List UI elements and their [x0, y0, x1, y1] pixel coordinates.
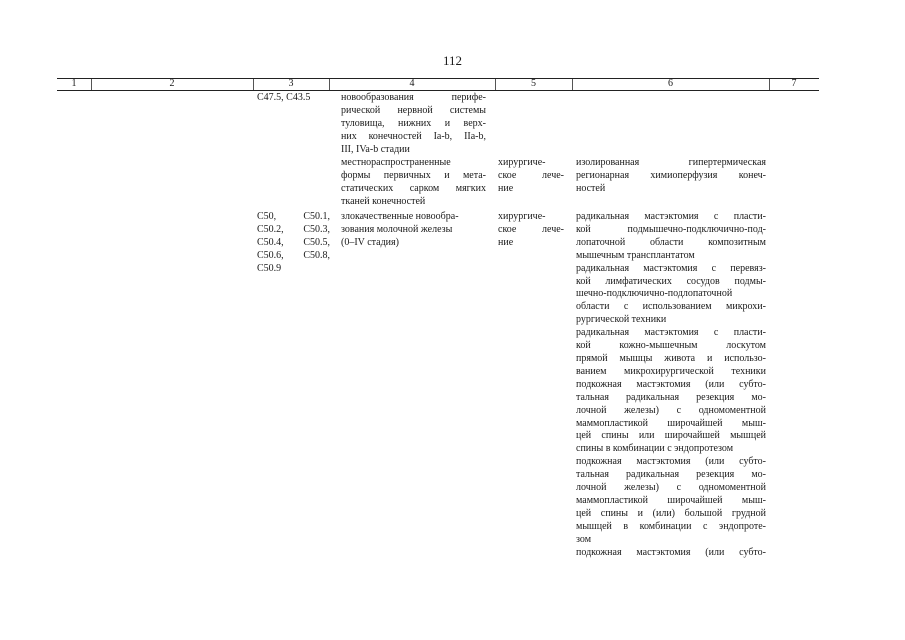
text-line: ское лече- [498, 169, 564, 181]
text-line: зования молочной железы [341, 223, 453, 235]
text-line: цей спины или широчайшей мышцей [576, 430, 766, 442]
text-line: мышечным трансплантатом [576, 249, 695, 261]
text-line: хирургиче- [498, 157, 546, 168]
text-line: цей спины и (или) большой грудной [576, 507, 766, 519]
column-header-1: 1 [71, 78, 77, 89]
code-line: C50.6, C50.8, [257, 249, 330, 261]
text-line: маммопластикой широчайшей мыш- [576, 417, 766, 429]
text-line: маммопластикой широчайшей мыш- [576, 494, 766, 506]
text-line: тальная радикальная резекция мо- [576, 469, 766, 481]
code-line: C50.2, C50.3, [257, 223, 330, 235]
text-line: тальная радикальная резекция мо- [576, 391, 766, 403]
code-line: C50.9 [257, 262, 282, 274]
text-line: рургической техники [576, 314, 667, 326]
text-line: тканей конечностей [341, 195, 426, 207]
text-line: ние [498, 182, 514, 194]
text-line: шечно-подключично-подлопаточной [576, 288, 733, 300]
text-line: ностей [576, 182, 606, 194]
text-line: радикальная мастэктомия с перевяз- [576, 262, 766, 274]
text-line: мышцей в комбинации с эндопроте- [576, 520, 766, 532]
text-line: кой кожно-мышечным лоскутом [576, 340, 766, 352]
text-line: регионарная химиоперфузия конеч- [576, 169, 766, 181]
text-line: изолированная гипертермическая [576, 157, 766, 168]
icd-codes-c50 [257, 211, 330, 276]
text-line: подкожная мастэктомия (или субто- [576, 378, 766, 390]
text-line: туловища, нижних и верх- [341, 117, 486, 129]
text-line: злокачественные новообра- [341, 211, 459, 222]
text-line: них конечностей Ia-b, IIa-b, [341, 130, 486, 142]
treatment-type-surgical [498, 211, 564, 250]
code-line: C50.4, C50.5, [257, 236, 330, 248]
column-header-3: 3 [288, 78, 294, 89]
treatment-type-surgical [498, 157, 564, 196]
condition-soft-tissue-sarcoma [341, 157, 486, 209]
text-line: ние [498, 236, 514, 248]
text-line: III, IVa-b стадии [341, 143, 410, 155]
text-line: статических сарком мягких [341, 182, 486, 194]
text-line: формы первичных и мета- [341, 169, 486, 181]
text-line: лочной железы) с одномоментной [576, 482, 766, 494]
text-line: кой лимфатических сосудов подмы- [576, 275, 766, 287]
text-line: лочной железы) с одномоментной [576, 404, 766, 416]
text-line: рической нервной системы [341, 104, 486, 116]
text-line: ское лече- [498, 223, 564, 235]
column-header-4: 4 [409, 78, 415, 89]
text-line: (0–IV стадия) [341, 236, 399, 248]
column-header-2: 2 [169, 78, 175, 89]
text-line: подкожная мастэктомия (или субто- [576, 546, 766, 558]
code-line: C50, C50.1, [257, 211, 330, 222]
column-header-6: 6 [668, 78, 673, 89]
text-line: новообразования перифе- [341, 92, 486, 103]
column-header-5: 5 [531, 78, 536, 89]
text-line: спины в комбинации с эндопротезом [576, 443, 734, 455]
method-hyperthermic-perfusion [576, 157, 766, 196]
text-line: радикальная мастэктомия с пласти- [576, 211, 766, 222]
text-line: местнораспространенные [341, 157, 451, 168]
methods-mastectomy-list [576, 211, 766, 559]
text-line: кой подмышечно-подключично-под- [576, 223, 766, 235]
condition-nervous-system [341, 92, 486, 157]
text-line: лопаточной области композитным [576, 236, 766, 248]
text-line: зом [576, 533, 592, 545]
condition-breast-cancer [341, 211, 486, 250]
text-line: хирургиче- [498, 211, 546, 222]
text-line: радикальная мастэктомия с пласти- [576, 327, 766, 339]
text-line: области с использованием микрохи- [576, 301, 766, 313]
code-line: C47.5, C43.5 [257, 92, 311, 103]
table-header-row [57, 78, 819, 91]
text-line: прямой мышцы живота и использо- [576, 352, 766, 364]
text-line: подкожная мастэктомия (или субто- [576, 456, 766, 468]
text-line: ванием микрохирургической техники [576, 365, 766, 377]
page-number: 112 [442, 53, 463, 68]
icd-codes-c47 [257, 92, 327, 105]
column-header-7: 7 [791, 78, 797, 89]
